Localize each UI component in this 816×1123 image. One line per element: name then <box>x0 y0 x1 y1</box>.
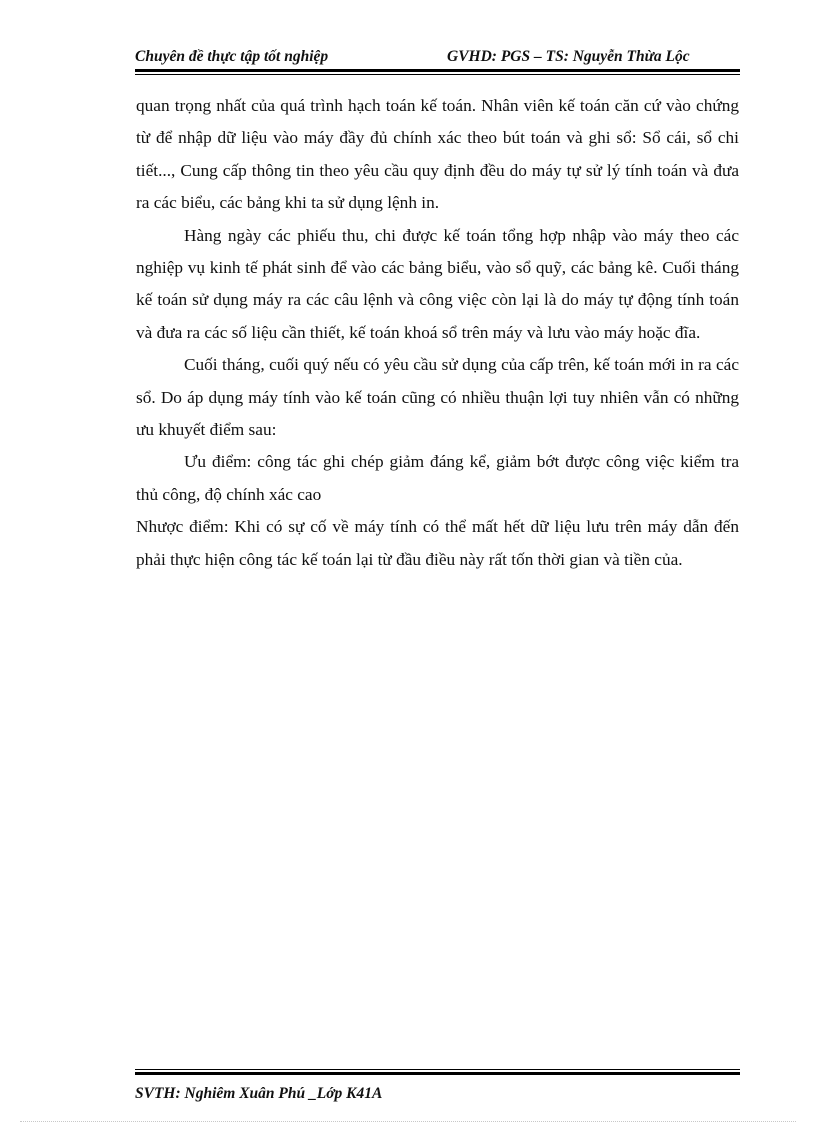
paragraph-disadvantages: Nhược điểm: Khi có sự cố về máy tính có thể mất hết dữ liệu lưu trên máy dẫn đến phải thực hiện công tác kế toán lại từ đầu điều này rất tốn thời gian và tiền của. <box>136 517 739 569</box>
footer-rule-thick <box>135 1072 740 1075</box>
header-rule-thin <box>135 74 740 75</box>
page-bottom-dotted-line <box>20 1121 796 1122</box>
header-document-title: Chuyên đề thực tập tốt nghiệp <box>135 48 329 65</box>
page-header <box>135 48 740 70</box>
paragraph-month-end-printing: Cuối tháng, cuối quý nếu có yêu cầu sử dụng của cấp trên, kế toán mới in ra các sổ. Do áp dụng máy tính vào kế toán cũng có nhiều thuận lợi tuy nhiên vẫn có những ưu khuyết điểm sau: <box>136 355 739 440</box>
header-rule-thick <box>135 69 740 72</box>
paragraph-continuation: quan trọng nhất của quá trình hạch toán kế toán. Nhân viên kế toán căn cứ vào chứng từ để nhập dữ liệu vào máy đầy đủ chính xác theo bút toán và ghi sổ: Sổ cái, sổ chi tiết..., Cung cấp thông tin theo yêu cầu quy định đều do máy tự sử lý tính toán và đưa ra các biểu, các bảng khi ta sử dụng lệnh in. <box>136 96 739 213</box>
header-supervisor: GVHD: PGS – TS: Nguyễn Thừa Lộc <box>447 48 690 65</box>
paragraph-daily-receipts: Hàng ngày các phiếu thu, chi được kế toán tổng hợp nhập vào máy theo các nghiệp vụ kinh tế phát sinh để vào các bảng biểu, vào sổ quỹ, các bảng kê. Cuối tháng kế toán sử dụng máy ra các câu lệnh và công việc còn lại là do máy tự động tính toán và đưa ra các số liệu cần thiết, kế toán khoá sổ trên máy và lưu vào máy hoặc đĩa. <box>136 225 739 342</box>
footer-student-info: SVTH: Nghiêm Xuân Phú _Lớp K41A <box>135 1085 383 1102</box>
document-body <box>136 90 739 576</box>
paragraph-advantages: Ưu điểm: công tác ghi chép giảm đáng kể, giảm bớt được công việc kiểm tra thủ công, độ chính xác cao <box>136 452 739 504</box>
footer-rule-thin <box>135 1069 740 1070</box>
